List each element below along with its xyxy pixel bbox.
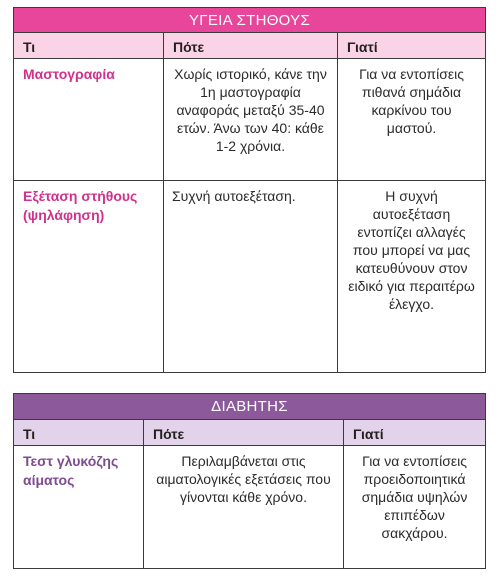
header-when: Πότε — [164, 33, 338, 59]
header-what: Τι — [14, 420, 144, 446]
header-what: Τι — [14, 33, 164, 59]
breast-health-title: ΥΓΕΙΑ ΣΤΗΘΟΥΣ — [14, 8, 486, 33]
exam-mammography: Μαστογραφία — [14, 59, 164, 181]
exam-mammography-when: Χωρίς ιστορικό, κάνε την 1η μαστογραφία αναφοράς μεταξύ 35-40 ετών. Άνω των 40: κάθε 1-2 χρόνια. — [164, 59, 338, 181]
exam-blood-glucose-why: Για να εντοπίσεις προειδοποιητικά σημάδια υψηλών επιπέδων σακχάρου. — [344, 446, 486, 569]
exam-breast-palpation-when: Συχνή αυτοεξέταση. — [164, 181, 338, 373]
header-why: Γιατί — [338, 33, 486, 59]
exam-blood-glucose: Τεστ γλυκόζης αίματος — [14, 446, 144, 569]
exam-breast-palpation: Εξέταση στήθους (ψηλάφηση) — [14, 181, 164, 373]
exam-blood-glucose-when: Περιλαμβάνεται στις αιματολογικές εξετάσεις που γίνονται κάθε χρόνο. — [144, 446, 344, 569]
breast-health-table — [13, 7, 486, 373]
header-when: Πότε — [144, 420, 344, 446]
exam-breast-palpation-why: Η συχνή αυτοεξέταση εντοπίζει αλλαγές που μπορεί να μας κατευθύνουν στον ειδικό για περαιτέρω έλεγχο. — [338, 181, 486, 373]
diabetes-table — [13, 393, 486, 569]
header-why: Γιατί — [344, 420, 486, 446]
diabetes-title: ΔΙΑΒΗΤΗΣ — [14, 394, 486, 420]
exam-mammography-why: Για να εντοπίσεις πιθανά σημάδια καρκίνου του μαστού. — [338, 59, 486, 181]
